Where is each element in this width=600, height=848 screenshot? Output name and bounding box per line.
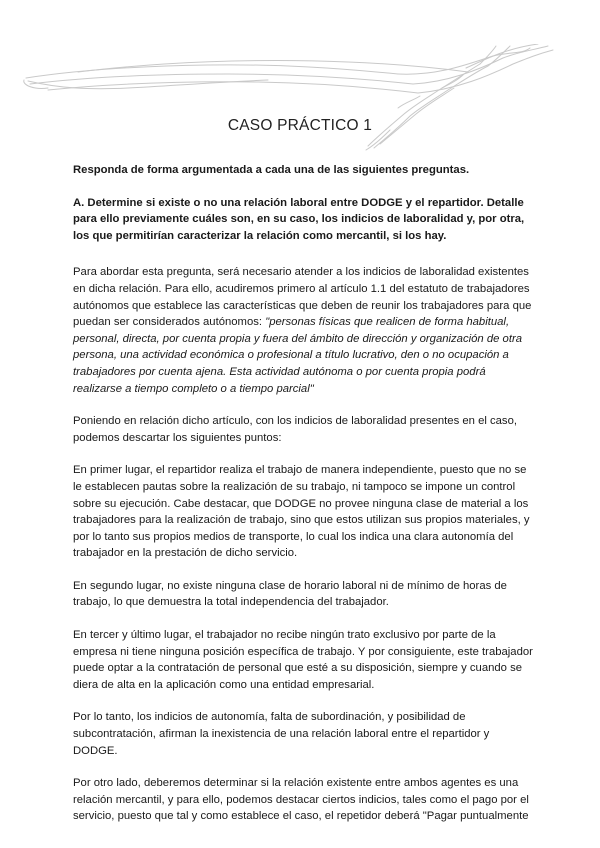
page-title: CASO PRÁCTICO 1	[227, 117, 373, 134]
paragraph-body: Por lo tanto, los indicios de autonomía, falta de subordinación, y posibilidad de subcontratación, afirman la inexistencia de una relación laboral entre el repartidor y DODGE.	[73, 711, 490, 757]
paragraph-body: En segundo lugar, no existe ninguna clase de horario laboral ni de mínimo de horas de trabajo, lo que demuestra la total independencia del trabajador.	[73, 579, 507, 609]
paragraph-body: En tercer y último lugar, el trabajador no recibe ningún trato exclusivo por parte de la empresa ni tiene ninguna posición específica de trabajo. Y por consiguiente, este trabajador puede optar a la contratación de personal que esté a su disposición, siempre y cuando se diera de alta en la aplicación como una entidad empresarial.	[73, 629, 533, 691]
paragraph-intro	[73, 264, 533, 397]
question-a: A. Determine si existe o no una relación laboral entre DODGE y el repartidor. Detalle para ello previamente cuáles son, en su caso, los indicios de laboralidad y, por otra, los que permitirían caracterizar la relación como mercantil, si los hay.	[73, 196, 525, 242]
paragraph-body: Por otro lado, deberemos determinar si la relación existente entre ambos agentes es una relación mercantil, y para ello, podemos destacar ciertos indicios, tales como el pago por el servicio, puesto que tal y como establece el caso, el repetidor deberá "Pagar puntualmente	[73, 777, 529, 823]
statute-quote: "personas físicas que realicen de forma habitual, personal, directa, por cuenta propia y fuera del ámbito de dirección y organización de otra persona, una actividad económica o profesional a título lucrativo, den o no ocupación a trabajadores por cuenta ajena. Esta actividad autónoma o por cuenta propia podrá realizarse a tiempo completo o a tiempo parcial"	[73, 316, 523, 395]
paragraph-body: En primer lugar, el repartidor realiza el trabajo de manera independiente, puesto que no se le establecen pautas sobre la realización de su trabajo, ni tampoco se impone un control sobre su ejecución. Cabe destacar, que DODGE no provee ninguna clase de material a los trabajadores para la realización de trabajo, sino que estos utilizan sus propios materiales, y por lo tanto sus propios medios de transporte, lo cual los indica una clara autonomía del trabajador en la prestación de dicho servicio.	[73, 464, 530, 560]
paragraph-body: Poniendo en relación dicho artículo, con los indicios de laboralidad presentes en el caso, podemos descartar los siguientes puntos:	[73, 415, 517, 444]
header-brush-decoration	[18, 44, 578, 154]
document-body	[73, 162, 533, 825]
instructions-heading: Responda de forma argumentada a cada una de las siguientes preguntas.	[73, 164, 470, 176]
paragraph-intro-text: Para abordar esta pregunta, será necesario atender a los indicios de laboralidad existentes en dicha relación. Para ello, acudiremos primero al artículo 1.1 del estatuto de trabajadores autónomos que establece las características que deben de reunir los trabajadores para que puedan ser considerados autónomos:	[73, 266, 532, 329]
